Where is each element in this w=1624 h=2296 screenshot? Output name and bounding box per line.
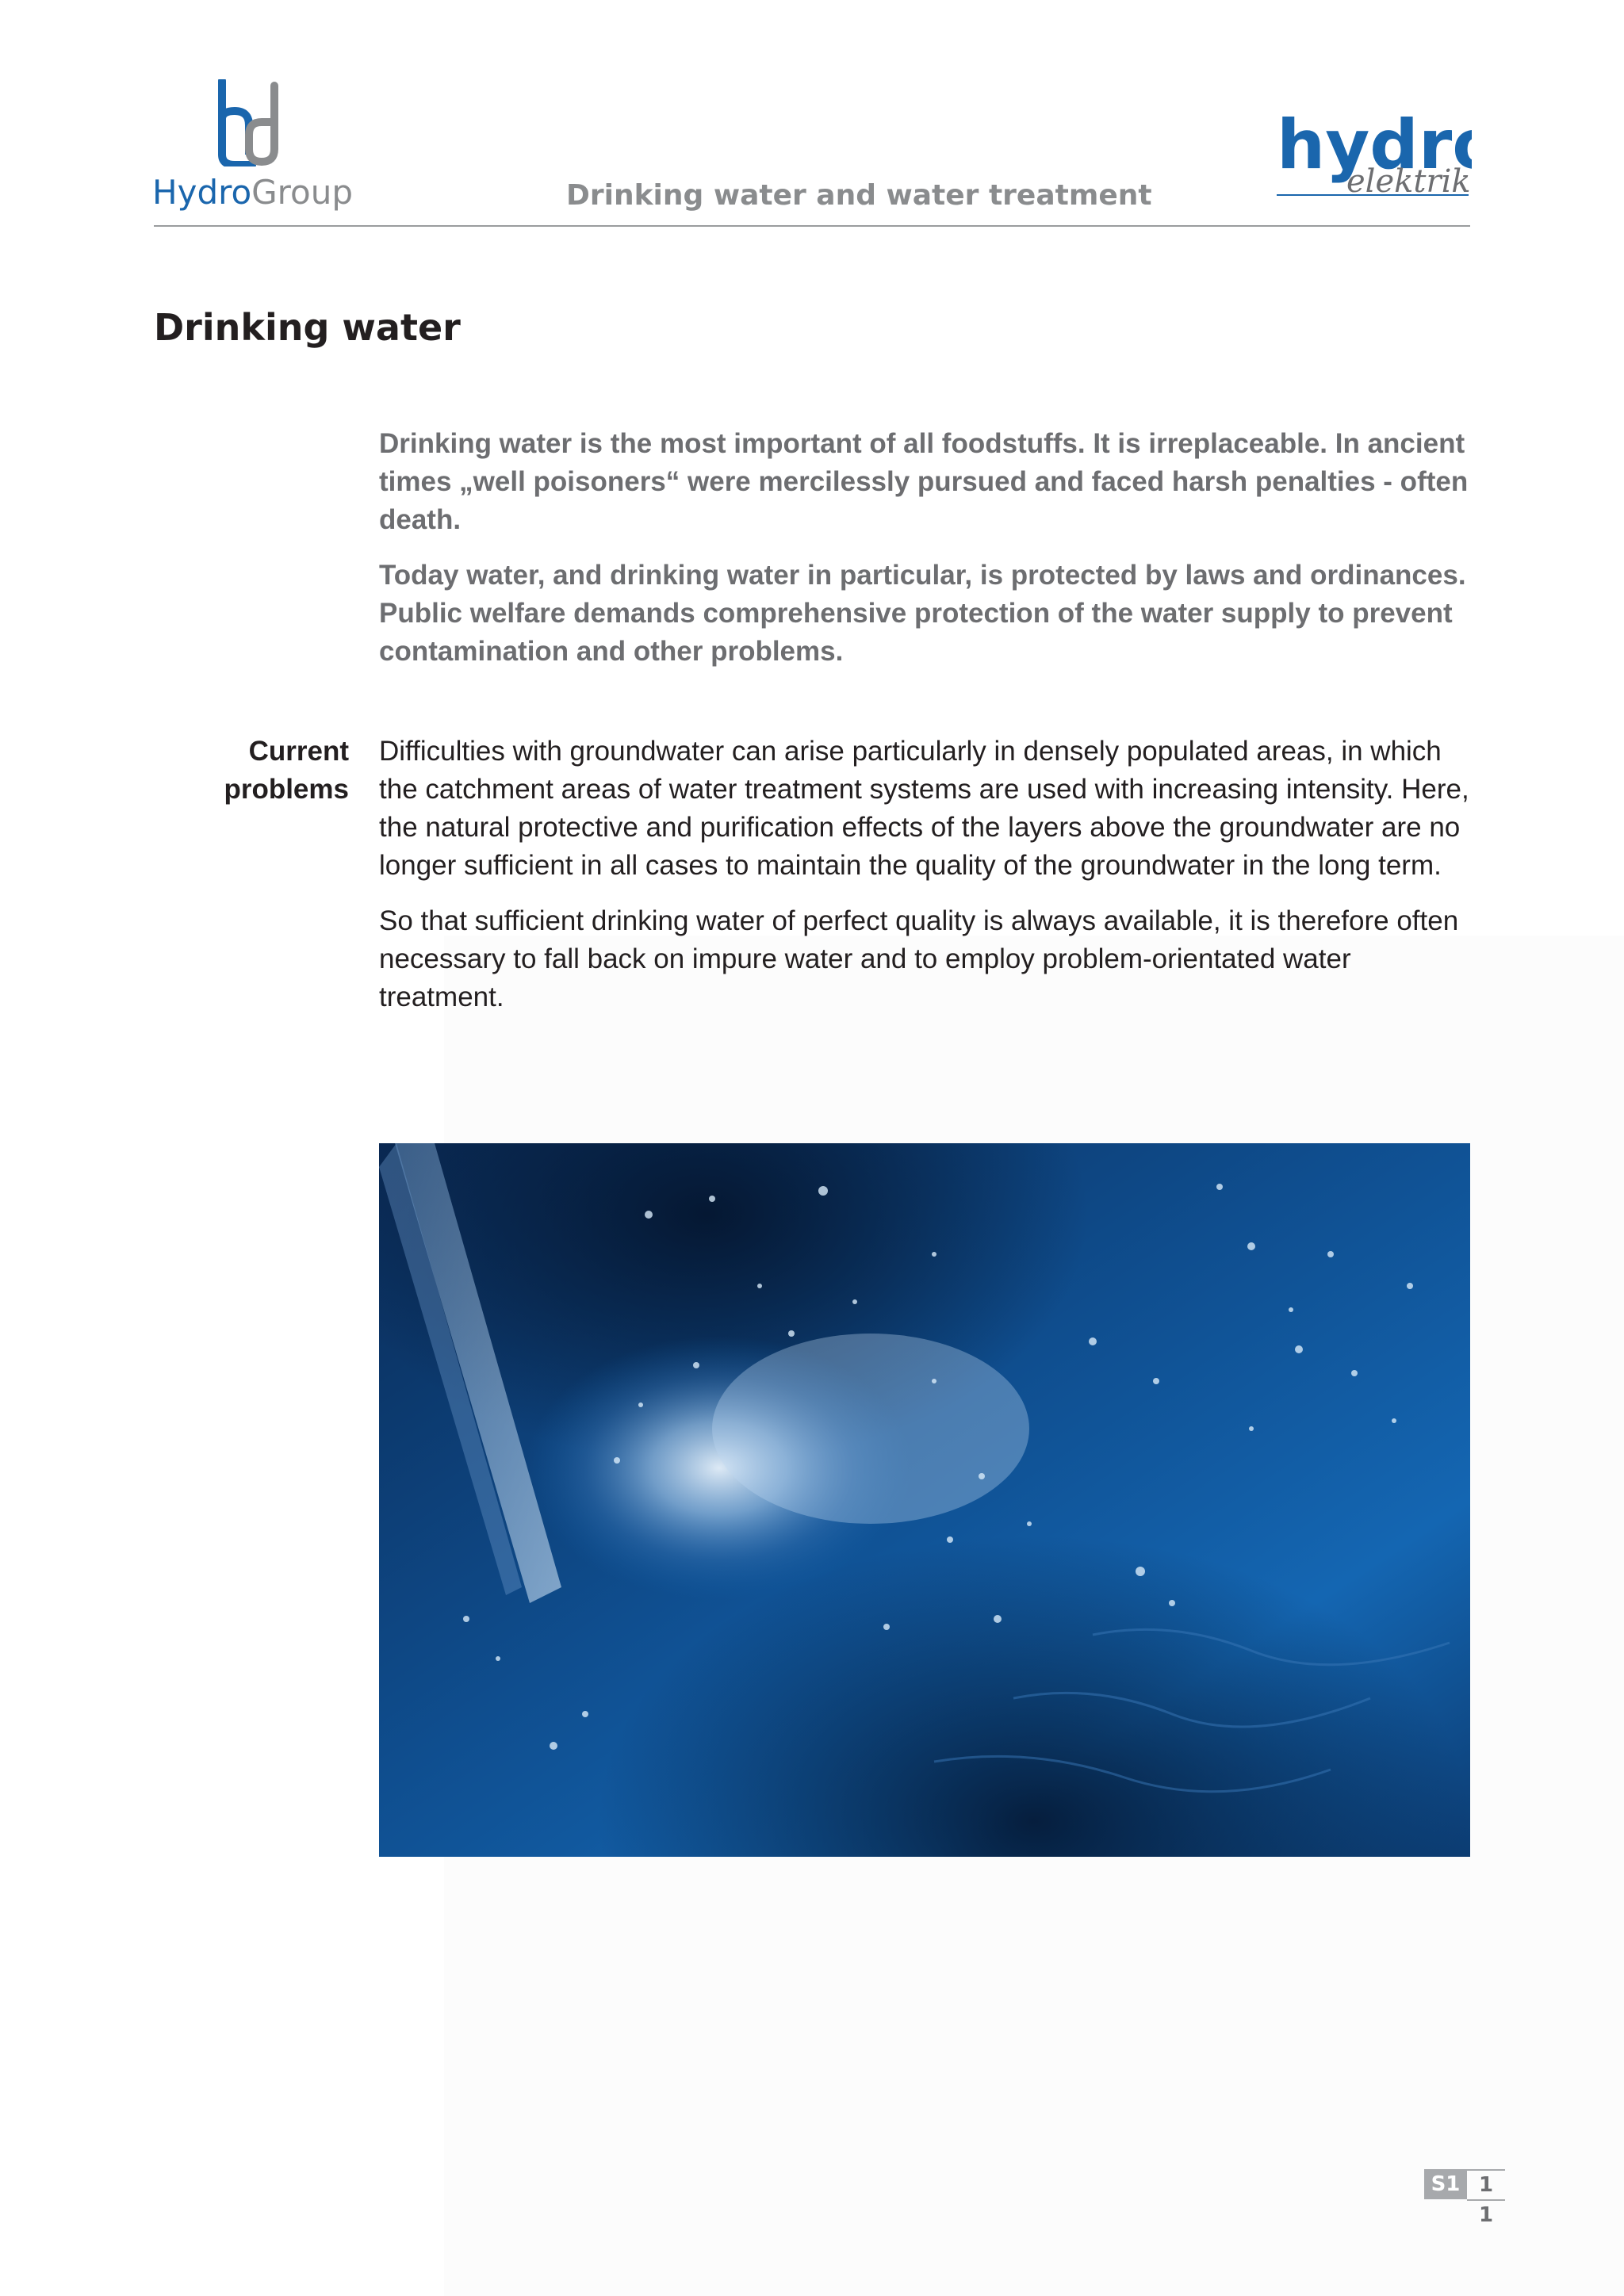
water-photo-graphic (379, 1143, 1470, 1857)
water-splash-photo (379, 1143, 1470, 1857)
section-code: S1 (1424, 2169, 1467, 2199)
page-total: 1 (1478, 2203, 1494, 2227)
logo-group-text: Group (251, 173, 354, 212)
header-title: Drinking water and water treatment (566, 179, 1152, 212)
hydro-elektrik-logo (1274, 109, 1472, 212)
hydrogroup-logo-mark (216, 79, 287, 166)
intro-paragraph: Drinking water is the most important of all foodstuffs. It is irreplaceable. In ancient times „well poisoners“ were mercilessly pursued and faced harsh penalties - often death. (379, 428, 1469, 535)
page-number: 1 (1478, 2173, 1494, 2197)
section-side-label: Current problems (224, 736, 349, 805)
body-paragraph: So that sufficient drinking water of perfect quality is always available, it is therefore often necessary to fall back on impure water and to employ problem-orientated water treatment. (379, 905, 1459, 1012)
page-title: Drinking water (154, 306, 461, 349)
body-paragraph: Difficulties with groundwater can arise particularly in densely populated areas, in which the catchment areas of water treatment systems are used with increasing intensity. Here, the natural protective and purification effects of the layers above the groundwater are no longer sufficient in all cases to maintain the quality of the groundwater in the long term. (379, 736, 1469, 881)
intro-paragraph: Today water, and drinking water in particular, is protected by laws and ordinances. Public welfare demands comprehensive protection of the water supply to prevent contamination and other problems. (379, 560, 1466, 667)
hydrogroup-wordmark (152, 173, 353, 212)
logo-right-sub: elektrik (1346, 163, 1471, 200)
hydrogroup-logo (152, 79, 358, 222)
page-marker (1424, 2169, 1507, 2233)
header-divider (154, 225, 1470, 227)
logo-right-main: hydr (1277, 109, 1453, 185)
intro-block (379, 425, 1473, 688)
section-body (379, 733, 1481, 1034)
logo-hydro-text: Hydro (152, 173, 252, 212)
